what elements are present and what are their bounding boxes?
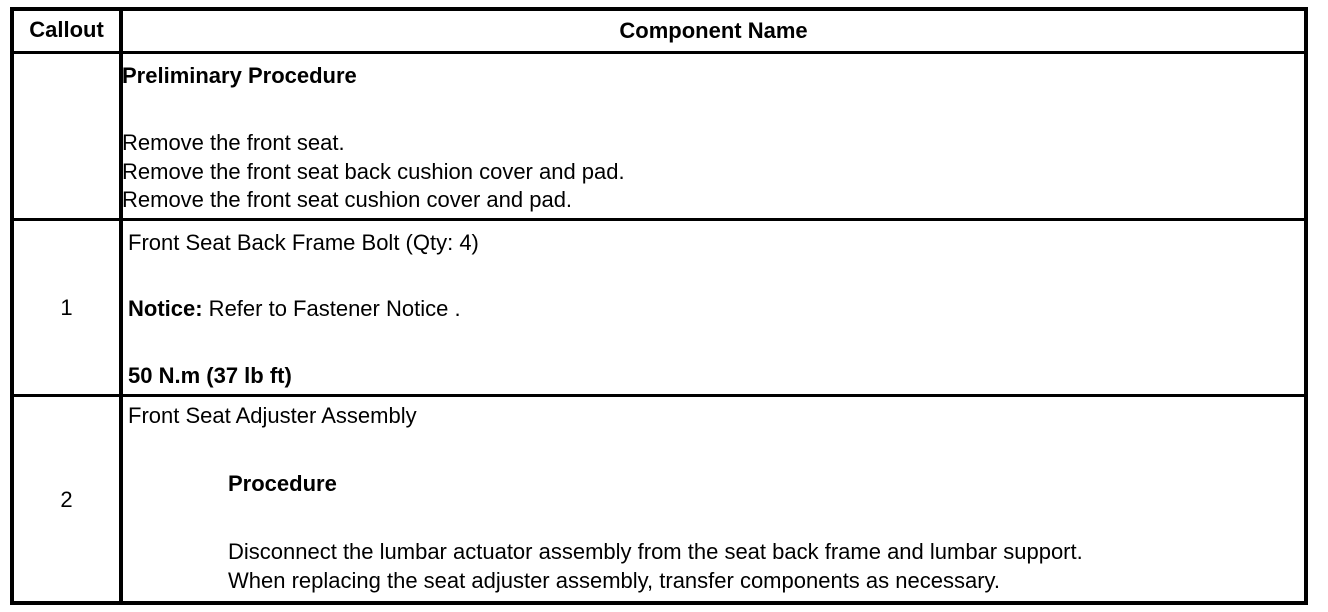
notice-text: Refer to Fastener Notice . <box>202 296 461 321</box>
procedure-step: Disconnect the lumbar actuator assembly from the seat back frame and lumbar support. <box>228 539 1083 564</box>
table-row <box>14 218 1304 394</box>
component-name-header: Component Name <box>619 18 808 43</box>
torque-spec: 50 N.m (37 lb ft) <box>128 363 292 388</box>
preliminary-row <box>14 51 1304 218</box>
callout-number: 2 <box>60 487 73 512</box>
component-table <box>10 7 1308 605</box>
preliminary-step: Remove the front seat cushion cover and pad. <box>122 187 573 212</box>
table-row <box>14 394 1304 604</box>
column-divider <box>119 221 123 394</box>
table-header-row <box>14 11 1304 51</box>
preliminary-title: Preliminary Procedure <box>122 63 357 88</box>
procedure-step: When replacing the seat adjuster assembly, transfer components as necessary. <box>228 568 1001 593</box>
callout-header: Callout <box>29 17 104 42</box>
notice-line <box>128 295 461 323</box>
column-divider <box>119 397 123 604</box>
component-name: Front Seat Back Frame Bolt (Qty: 4) <box>128 230 479 255</box>
component-name: Front Seat Adjuster Assembly <box>128 403 417 428</box>
procedure-title: Procedure <box>228 471 337 496</box>
preliminary-step: Remove the front seat back cushion cover and pad. <box>122 159 625 184</box>
callout-number: 1 <box>60 295 73 320</box>
preliminary-step: Remove the front seat. <box>122 130 345 155</box>
notice-label: Notice: <box>128 296 203 321</box>
